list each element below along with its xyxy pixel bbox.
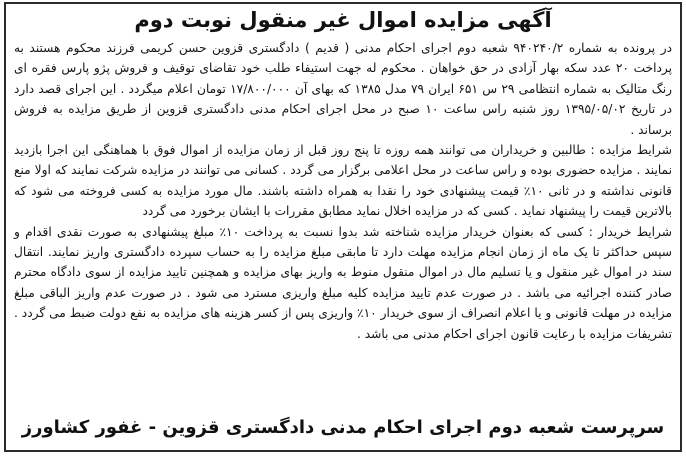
signature-line: سرپرست شعبه دوم اجرای احکام مدنی دادگستری قزوین - غفور کشاورز bbox=[21, 417, 665, 438]
notice-title: آگهی مزایده اموال غیر منقول نوبت دوم bbox=[134, 8, 552, 32]
buyer-conditions-paragraph: شرایط خریدار : کسی که بعنوان خریدار مزایده شناخته شد بدوا نسبت به پرداخت ۱۰٪ مبلغ پیشنهادی به صورت نقدی اقدام و سپس حداکثر تا یک ماه از زمان انجام مزایده مهلت دارد تا مابقی مبلغ مزایده را به حساب سپرده دادگستری واریز نمایند. انتقال سند در اموال غیر منقول و یا تسلیم مال در اموال منقول منوط به واریز بهای مزایده و همچنین تایید مزایده از سوی دادگاه محترم صادر کننده اجرائیه می باشد . در صورت عدم تایید مزایده کلیه مبلغ واریزی مسترد می شود . در صورت عدم واریز الباقی مبلغ مزایده در مهلت قانونی و یا اعلام انصراف از سوی خریدار ۱۰٪ واریزی پس از کسر هزینه های مزایده به نفع دولت ضبط می گردد . تشریفات مزایده با رعایت قانون اجرای احکام مدنی می باشد . bbox=[14, 224, 672, 341]
notice-body bbox=[14, 38, 672, 344]
auction-conditions-paragraph: شرایط مزایده : طالبین و خریداران می توانند همه روزه تا پنج روز قبل از زمان مزایده از اموال فوق با هماهنگی این اجرا بازدید نمایند . مزایده حضوری بوده و راس ساعت در محل اعلامی برگزار می گردد . کسانی می توانند در مزایده شرکت نمایند که اولا منع قانونی نداشته و در ثانی ۱۰٪ قیمت پیشنهادی خود را نقدا به همراه داشته باشند. مال مورد مزایده به کسی فروخته می شود که بالاترین قیمت را پیشنهاد نماید . کسی که در مزایده اخلال نماید مطابق مقررات با ایشان برخورد می گردد bbox=[14, 143, 672, 219]
case-paragraph: در پرونده به شماره ۹۴۰۲۴۰/۲ شعبه دوم اجرای احکام مدنی ( قدیم ) دادگستری قزوین حسن کریمی فرزند محکوم هستند به پرداخت ۲۰ عدد سکه بهار آزادی در حق خواهان . محکوم له جهت استیفاء طلب خود تقاضای توقیف و فروش پژو پارس فقره ای رنگ متالیک به شماره انتظامی ۲۹ س ۶۵۱ ایران ۷۹ مدل ۱۳۸۵ که بهای آن ۱۷/۸۰۰/۰۰۰ تومان اعلام میگردد . این اجرای قصد دارد در تاریخ ۱۳۹۵/۰۵/۰۲ روز شنبه راس ساعت ۱۰ صبح در محل اجرای احکام مدنی دادگستری قزوین از طریق مزایده به فروش برساند . bbox=[14, 41, 673, 137]
